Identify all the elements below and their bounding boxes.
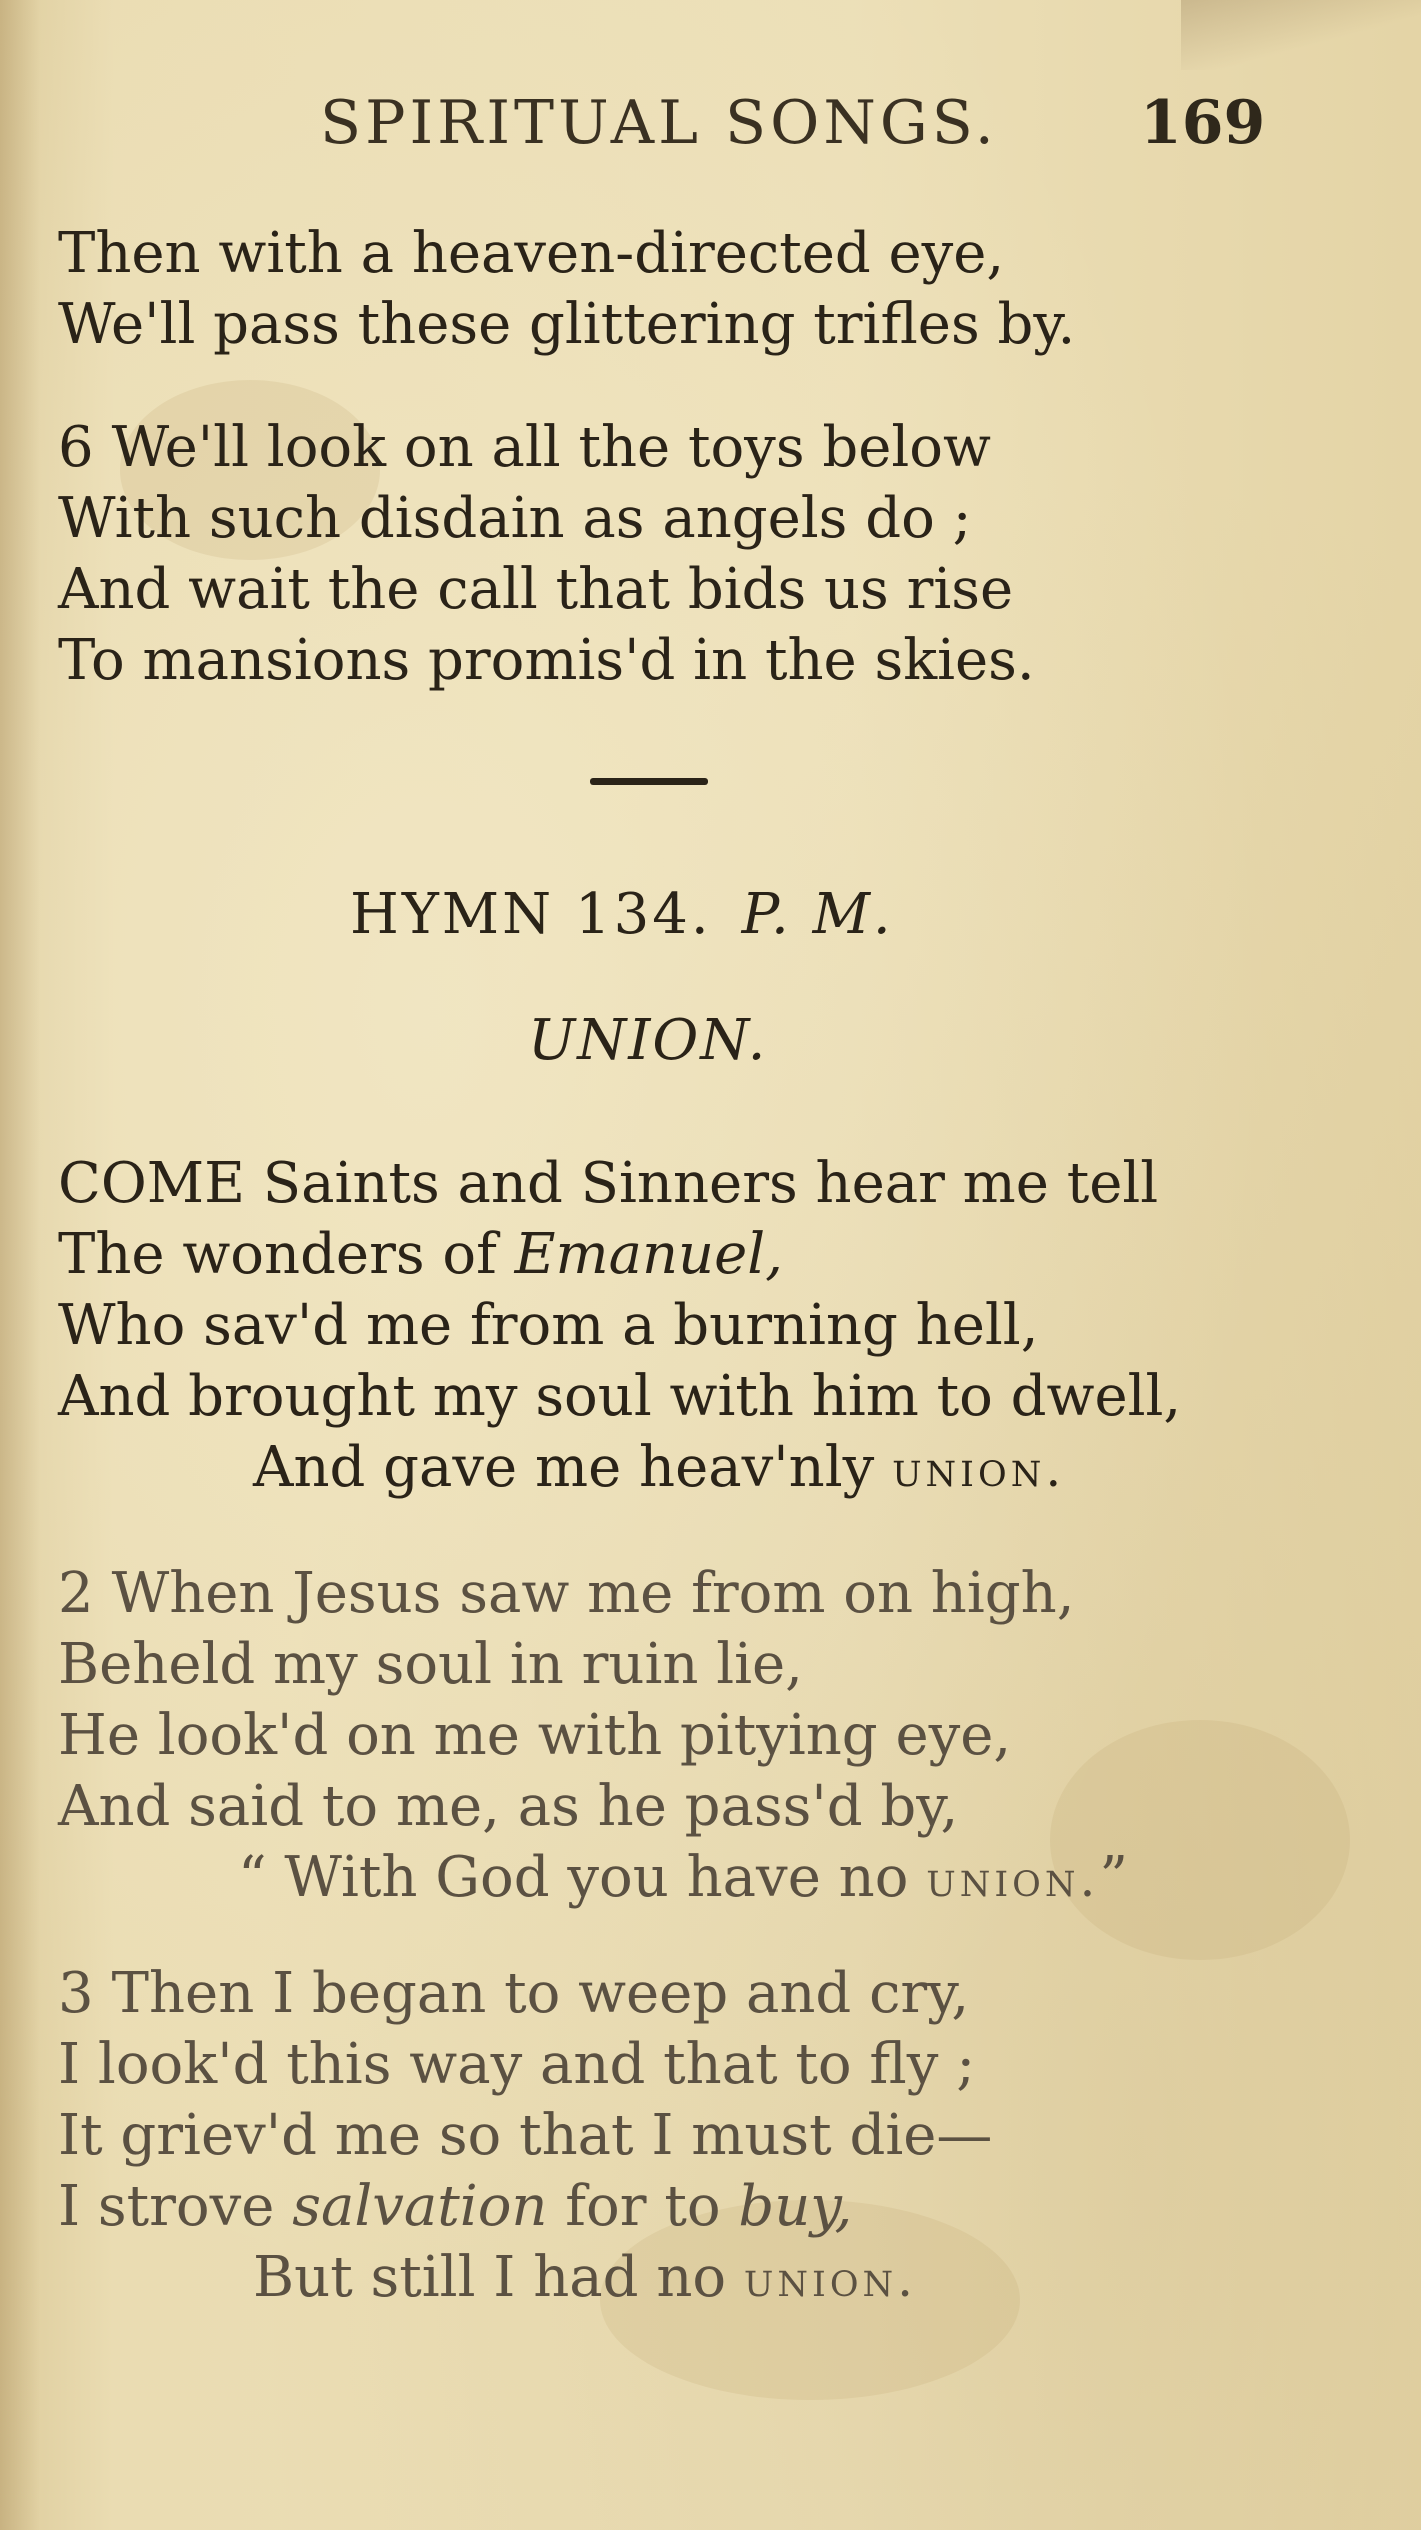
hymn-title xyxy=(350,882,894,947)
verse-text: When Jesus saw me from on high, xyxy=(111,1561,1075,1626)
verse-text: I strove xyxy=(58,2174,293,2239)
refrain-word: union. xyxy=(892,1440,1066,1498)
verse-line: Who sav'd me from a burning hell, xyxy=(58,1293,1039,1358)
verse-line: With such disdain as angels do ; xyxy=(58,486,972,551)
verse-line: It griev'd me so that I must die— xyxy=(58,2103,993,2168)
verse-line: Beheld my soul in ruin lie, xyxy=(58,1632,803,1697)
verse-text: for to xyxy=(547,2174,739,2239)
stanza-3 xyxy=(58,1958,992,2315)
verse-text: But still I had no xyxy=(253,2245,744,2310)
stanza-2 xyxy=(58,1558,1128,1915)
italic-name: Emanuel, xyxy=(514,1222,783,1287)
page-number: 169 xyxy=(1140,88,1266,158)
verse-line xyxy=(58,412,1035,483)
verse-line xyxy=(58,1219,1181,1290)
verse-line: To mansions promis'd in the skies. xyxy=(58,628,1035,693)
verse-line xyxy=(58,1958,992,2029)
verse-line: COME Saints and Sinners hear me tell xyxy=(58,1151,1159,1216)
section-divider xyxy=(590,778,708,785)
verse-text: The wonders of xyxy=(58,1222,515,1287)
refrain-word: union. xyxy=(743,2250,918,2308)
italic-word: salvation xyxy=(292,2174,548,2239)
verse-line: And brought my soul with him to dwell, xyxy=(58,1364,1182,1429)
corner-fold xyxy=(1181,0,1421,70)
refrain-line xyxy=(58,1432,1181,1505)
refrain-line xyxy=(58,2242,992,2315)
tune-name: UNION. xyxy=(528,1008,768,1073)
verse-text: We'll look on all the toys below xyxy=(111,415,991,480)
verse-line xyxy=(58,2171,992,2242)
stanza-6 xyxy=(58,412,1035,696)
running-head: SPIRITUAL SONGS. xyxy=(320,88,998,158)
stanza-number: 6 xyxy=(58,415,94,480)
verse-line: He look'd on me with pitying eye, xyxy=(58,1703,1012,1768)
refrain-word: union. xyxy=(926,1850,1100,1908)
verse-text: Then I began to weep and cry, xyxy=(111,1961,970,2026)
hymn-number: HYMN 134. xyxy=(350,882,712,947)
verse-line: We'll pass these glittering trifles by. xyxy=(58,292,1076,357)
closing-quote: ” xyxy=(1099,1845,1129,1910)
verse-line: And said to me, as he pass'd by, xyxy=(58,1774,959,1839)
verse-line: Then with a heaven-directed eye, xyxy=(58,221,1005,286)
stanza-number: 2 xyxy=(58,1561,94,1626)
stanza-1 xyxy=(58,1148,1181,1505)
spine-shadow xyxy=(0,0,40,2530)
previous-hymn-ending xyxy=(58,218,1075,360)
stanza-number: 3 xyxy=(58,1961,94,2026)
verse-line: I look'd this way and that to fly ; xyxy=(58,2032,976,2097)
verse-line: And wait the call that bids us rise xyxy=(58,557,1014,622)
verse-line xyxy=(58,1558,1128,1629)
hymn-meter: P. M. xyxy=(741,882,894,947)
verse-text: “ With God you have no xyxy=(238,1845,927,1910)
italic-word: buy, xyxy=(738,2174,853,2239)
verse-text: And gave me heav'nly xyxy=(253,1435,893,1500)
refrain-line xyxy=(58,1842,1128,1915)
